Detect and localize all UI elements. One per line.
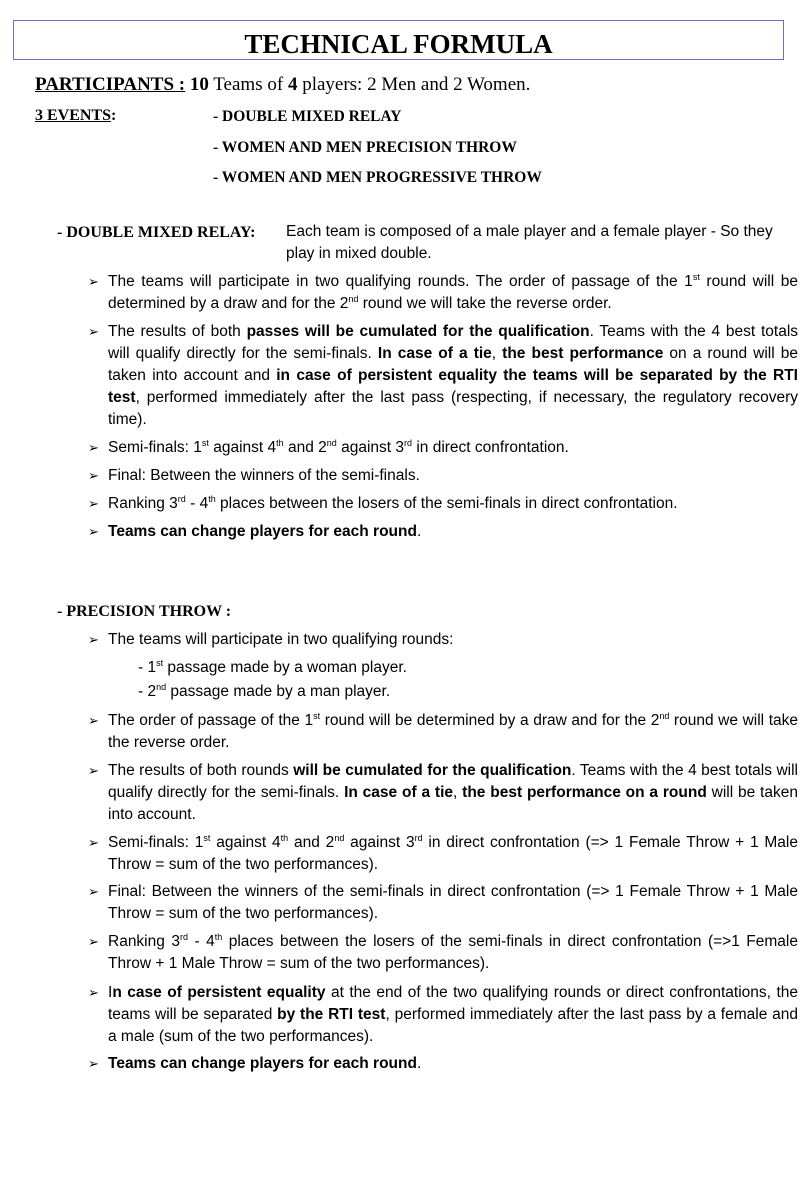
precision-bullet-7: ➢ In case of persistent equality at the end of the two qualifying rounds or direct confrontations, the teams will be separated by the RTI test, performed immediately after the last pass by a female and a male (sum of the two performances). bbox=[88, 984, 798, 1045]
relay-intro-line-1: Each team is composed of a male player and a female player - So they bbox=[286, 223, 773, 240]
relay-bullet-5: ➢ Ranking 3rd - 4th places between the losers of the semi-finals in direct confrontation. bbox=[88, 493, 798, 515]
precision-bullet-6: ➢ Ranking 3rd - 4th places between the losers of the semi-finals in direct confrontation (=>1 Female Throw + 1 Male Throw = sum of the two performances). bbox=[88, 932, 798, 972]
events-label bbox=[35, 107, 116, 125]
participants-text-2: players: 2 Men and 2 Women. bbox=[302, 74, 531, 95]
precision-bullet-3: ➢ The results of both rounds will be cumulated for the qualification. Teams with the 4 best totals will qualify directly for the semi-finals. In case of a tie, the best performance on a round will be taken into account. bbox=[88, 762, 798, 823]
precision-heading: - PRECISION THROW : bbox=[57, 603, 232, 620]
precision-bullet-4: ➢ Semi-finals: 1st against 4th and 2nd against 3rd in direct confrontation (=> 1 Female Throw + 1 Male Throw = sum of the two performances). bbox=[88, 833, 798, 873]
arrowhead-icon: ➢ bbox=[88, 274, 99, 289]
arrowhead-icon: ➢ bbox=[88, 468, 99, 483]
arrowhead-icon: ➢ bbox=[88, 884, 99, 899]
event-item-relay: - DOUBLE MIXED RELAY bbox=[213, 108, 402, 125]
precision-bullet-8: ➢ Teams can change players for each round. bbox=[88, 1053, 798, 1075]
arrowhead-icon: ➢ bbox=[88, 934, 99, 949]
precision-sub-1: - 1st passage made by a woman player. bbox=[138, 658, 407, 676]
arrowhead-icon: ➢ bbox=[88, 496, 99, 511]
event-item-progressive: - WOMEN AND MEN PROGRESSIVE THROW bbox=[213, 169, 542, 186]
arrowhead-icon: ➢ bbox=[88, 324, 99, 339]
page-title: TECHNICAL FORMULA bbox=[13, 20, 784, 60]
relay-bullet-4: ➢ Final: Between the winners of the semi-finals. bbox=[88, 465, 798, 487]
precision-bullet-2: ➢ The order of passage of the 1st round will be determined by a draw and for the 2nd round we will take the reverse order. bbox=[88, 711, 798, 751]
player-count: 4 bbox=[287, 74, 298, 95]
precision-bullet-1: ➢ The teams will participate in two qualifying rounds: bbox=[88, 629, 798, 651]
arrowhead-icon: ➢ bbox=[88, 1056, 99, 1071]
relay-bullet-1: ➢ The teams will participate in two qualifying rounds. The order of passage of the 1st round will be determined by a draw and for the 2nd round we will take the reverse order. bbox=[88, 272, 799, 312]
arrowhead-icon: ➢ bbox=[88, 835, 99, 850]
participants-line bbox=[35, 74, 530, 96]
relay-intro-line-2: play in mixed double. bbox=[286, 245, 432, 262]
relay-heading: - DOUBLE MIXED RELAY: bbox=[57, 224, 256, 241]
team-count: 10 bbox=[189, 74, 209, 95]
participants-text-1: Teams of bbox=[213, 74, 284, 95]
relay-bullet-3: ➢ Semi-finals: 1st against 4th and 2nd against 3rd in direct confrontation. bbox=[88, 437, 798, 459]
relay-bullet-2: ➢ The results of both passes will be cumulated for the qualification. Teams with the 4 best totals will qualify directly for the semi-finals. In case of a tie, the best performance on a round will be taken into account and in case of persistent equality the teams will be separated by the RTI test, performed immediately after the last pass (respecting, if necessary, the regulatory recovery time). bbox=[88, 323, 799, 428]
events-colon: : bbox=[111, 107, 117, 124]
arrowhead-icon: ➢ bbox=[88, 763, 99, 778]
events-label-text: 3 EVENTS bbox=[35, 107, 112, 124]
arrowhead-icon: ➢ bbox=[88, 713, 99, 728]
precision-sub-2: - 2nd passage made by a man player. bbox=[138, 682, 391, 700]
precision-bullet-5: ➢ Final: Between the winners of the semi-finals in direct confrontation (=> 1 Female Throw + 1 Male Throw = sum of the two performances). bbox=[88, 883, 798, 922]
arrowhead-icon: ➢ bbox=[88, 632, 99, 647]
event-item-precision: - WOMEN AND MEN PRECISION THROW bbox=[213, 139, 517, 156]
relay-bullet-6: ➢ Teams can change players for each round. bbox=[88, 521, 798, 543]
arrowhead-icon: ➢ bbox=[88, 985, 99, 1000]
arrowhead-icon: ➢ bbox=[88, 524, 99, 539]
participants-label: PARTICIPANTS : bbox=[35, 74, 186, 95]
arrowhead-icon: ➢ bbox=[88, 440, 99, 455]
